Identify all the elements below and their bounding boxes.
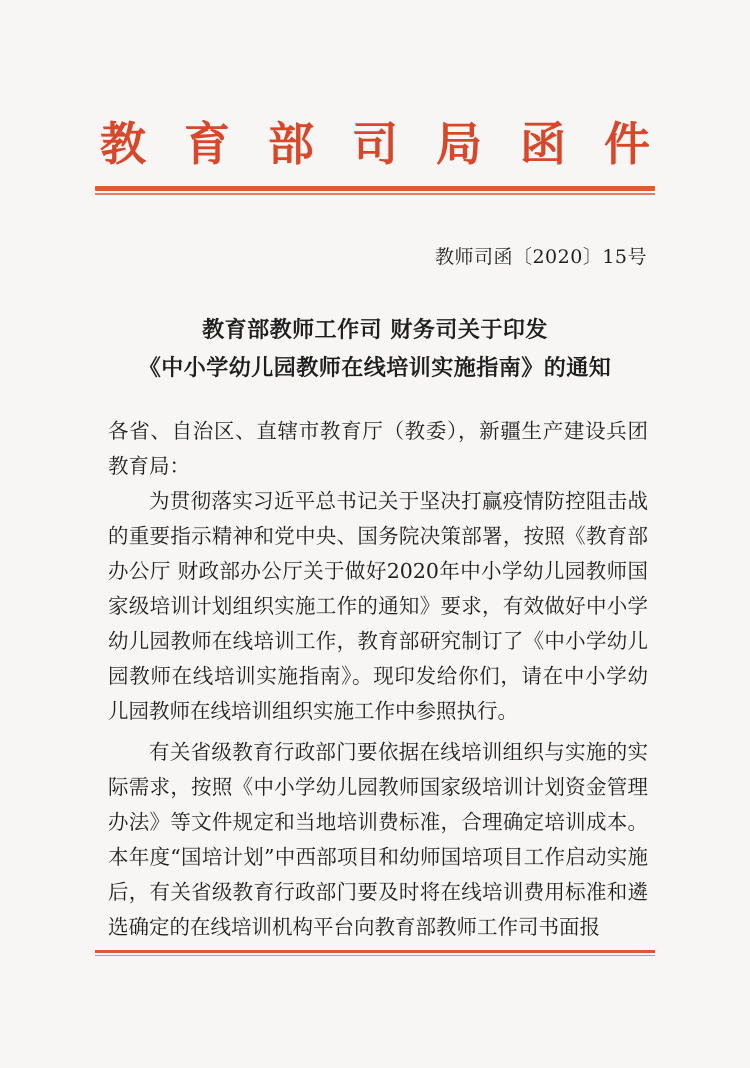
letterhead-char: 函 bbox=[520, 117, 566, 171]
letterhead-char: 司 bbox=[352, 117, 398, 171]
footer-divider bbox=[95, 950, 655, 953]
footer-divider-thin bbox=[95, 955, 655, 956]
body-paragraph-1 bbox=[108, 484, 648, 729]
letterhead-divider-thin bbox=[95, 193, 655, 195]
document-title-line-1: 教育部教师工作司 财务司关于印发 bbox=[202, 317, 548, 343]
document-title-line-2: 《中小学幼儿园教师在线培训实施指南》的通知 bbox=[138, 355, 612, 381]
body-paragraph-2 bbox=[108, 735, 648, 945]
letterhead-char: 教 bbox=[100, 117, 146, 171]
document-number: 教师司函〔2020〕15号 bbox=[434, 246, 647, 268]
letterhead-char: 部 bbox=[268, 117, 314, 171]
letterhead-divider bbox=[95, 186, 655, 191]
letterhead-char: 件 bbox=[604, 117, 650, 171]
salutation-text: 各省、自治区、直辖市教育厅（教委），新疆生产建设兵团教育局： bbox=[108, 419, 648, 478]
letterhead-char: 育 bbox=[184, 117, 230, 171]
letterhead-title bbox=[95, 110, 655, 172]
paragraph-text: 有关省级教育行政部门要依据在线培训组织与实施的实际需求，按照《中小学幼儿园教师国家级培训计划资金管理办法》等文件规定和当地培训费标准，合理确定培训成本。本年度“国培计划”中西部项目和幼师国培项目工作启动实施后，有关省级教育行政部门要及时将在线培训费用标准和遴选确定的在线培训机构平台向教育部教师工作司书面报 bbox=[108, 740, 648, 939]
letterhead-char: 局 bbox=[436, 117, 482, 171]
paragraph-text: 为贯彻落实习近平总书记关于坚决打赢疫情防控阻击战的重要指示精神和党中央、国务院决策部署，按照《教育部办公厅 财政部办公厅关于做好2020年中小学幼儿园教师国家级培训计划组织实施工作的通知》要求，有效做好中小学幼儿园教师在线培训工作，教育部研究制订了《中小学幼儿园教师在线培训实施指南》。现印发给你们，请在中小学幼儿园教师在线培训组织实施工作中参照执行。 bbox=[108, 489, 648, 723]
salutation bbox=[108, 414, 648, 484]
